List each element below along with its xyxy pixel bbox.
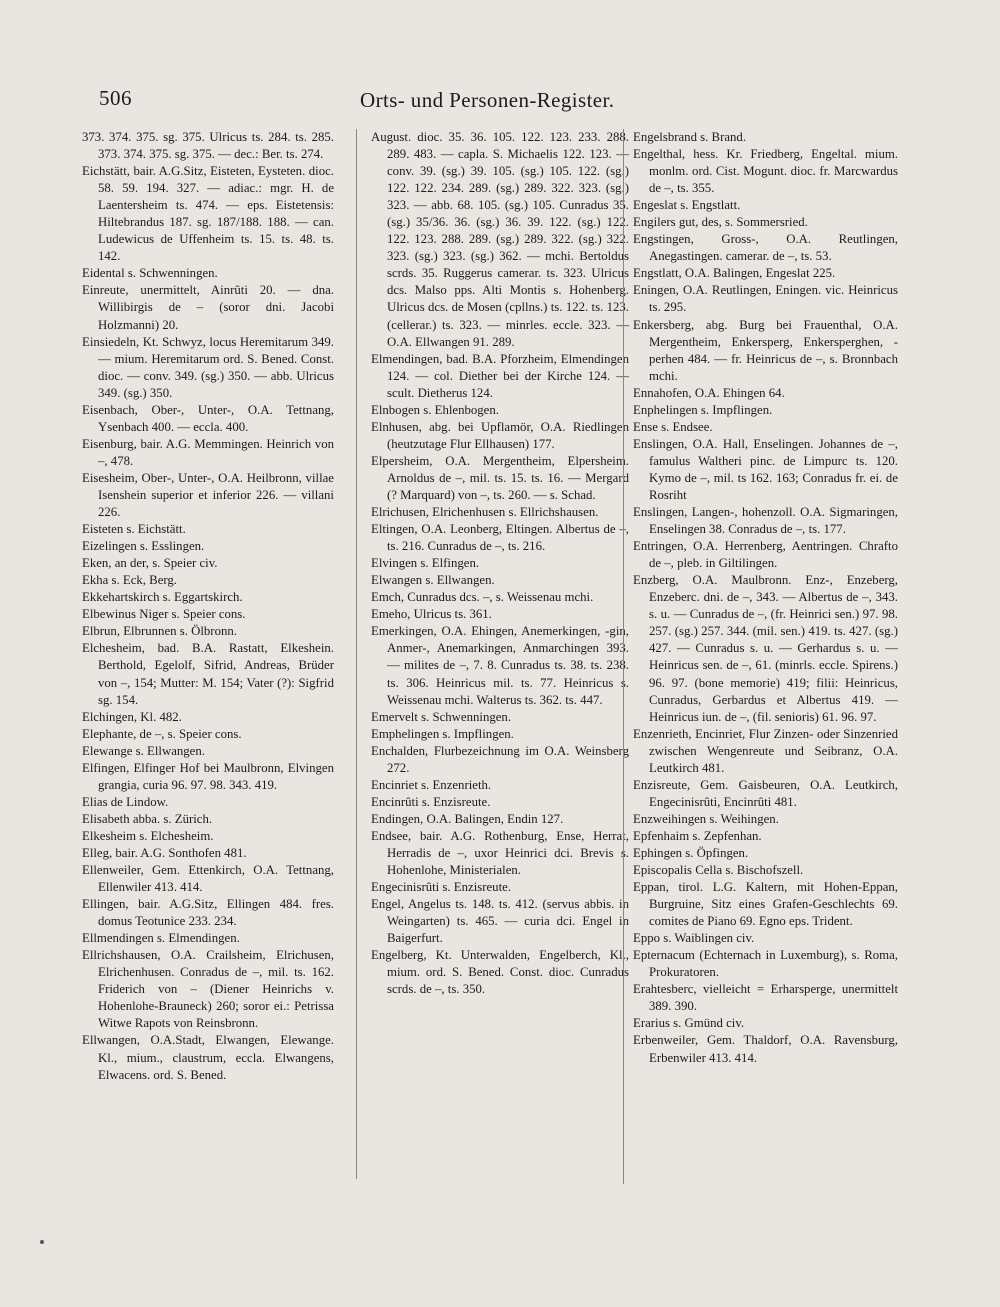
margin-speck [40, 1240, 44, 1244]
register-entry: Erahtesberc, vielleicht = Erharsperge, unermittelt 389. 390. [633, 982, 898, 1014]
register-entry: Erarius s. Gmünd civ. [633, 1016, 745, 1031]
register-entry: Elleg, bair. A.G. Sonthofen 481. [82, 845, 247, 860]
register-entry: Eizelingen s. Esslingen. [82, 539, 205, 554]
register-entry: Engecinisrûti s. Enzisreute. [371, 880, 512, 895]
register-entry: Enzisreute, Gem. Gaisbeuren, O.A. Leutkirch, Engecinisrûti, Encinrûti 481. [633, 777, 898, 809]
register-entry: Enchalden, Flurbezeichnung im O.A. Weinsberg 272. [371, 743, 629, 775]
register-entry: Engstlatt, O.A. Balingen, Engeslat 225. [633, 266, 836, 281]
register-entry: Elwangen s. Ellwangen. [371, 573, 495, 588]
register-entry: Ellwangen, O.A.Stadt, Elwangen, Elewange. Kl., mium., claustrum, eccla. Elwangens, Elwacens. ord. S. Bened. [82, 1033, 334, 1082]
register-entry: Enzberg, O.A. Maulbronn. Enz-, Enzeberg, Enzeberc. dni. de –, 343. — Albertus de –, 343. s. u. — Cunradus de –, (fr. Heinrici sen.) 97. 98. 257. (sg.) 257. 344. (mil. sen.) 419. ts. 427. (sg.) 427. — Cunradus s. u. — Gerhardus s. u. — Heinricus sen. de –, 61. (minrls. eccle. Spirens.) 96. 97. (bone memorie) 419; filii: Heinricus, Cunradus, Gerbardus et Albertus 419. — Heinricus iun. de –, (fil. senioris) 61. 96. 97. [633, 573, 898, 724]
register-entry: Epternacum (Echternach in Luxemburg), s. Roma, Prokuratoren. [633, 948, 898, 980]
register-entry: Elrichusen, Elrichenhusen s. Ellrichshausen. [371, 505, 599, 520]
register-entry: Elias de Lindow. [82, 794, 169, 809]
register-entry: Eningen, O.A. Reutlingen, Eningen. vic. Heinricus ts. 295. [633, 283, 898, 315]
register-entry: Ephingen s. Öpfingen. [633, 845, 749, 860]
register-entry: Elephante, de –, s. Speier cons. [82, 726, 242, 741]
register-entry: Eisteten s. Eichstätt. [82, 522, 186, 537]
register-entry: Eisenburg, bair. A.G. Memmingen. Heinrich von –, 478. [82, 436, 334, 468]
register-entry: Eltingen, O.A. Leonberg, Eltingen. Albertus de –, ts. 216. Cunradus de –, ts. 216. [371, 522, 629, 554]
register-entry: Ense s. Endsee. [633, 419, 713, 434]
register-entry: Elpersheim, O.A. Mergentheim, Elpersheim. Arnoldus de –, mil. ts. 15. ts. 16. — Mergard (? Marquard) von –, ts. 260. — s. Schad. [371, 453, 629, 502]
register-entry: Eisesheim, Ober-, Unter-, O.A. Heilbronn, villae Isenshein superior et inferior 226. — villani 226. [82, 470, 334, 520]
register-entry: Eidental s. Schwenningen. [82, 266, 218, 281]
register-entry: Enphelingen s. Impflingen. [633, 402, 773, 417]
register-entry: Ellingen, bair. A.G.Sitz, Ellingen 484. fres. domus Teotunice 233. 234. [82, 897, 334, 929]
register-entry: Elewange s. Ellwangen. [82, 743, 205, 758]
register-entry: Enslingen, Langen-, hohenzoll. O.A. Sigmaringen, Enselingen 38. Conradus de –, ts. 177. [633, 505, 898, 537]
register-entry: Elbrun, Elbrunnen s. Ölbronn. [82, 624, 237, 639]
register-entry: Ekha s. Eck, Berg. [82, 573, 178, 588]
register-entry: Endsee, bair. A.G. Rothenburg, Ense, Herrat, Herradis de –, uxor Heinrici dci. Brevis s. Hohenlohe, Ministerialen. [371, 828, 629, 878]
column-middle [356, 129, 629, 1179]
running-title: Orts- und Personen-Register. [360, 88, 615, 112]
register-entry: Episcopalis Cella s. Bischofszell. [633, 863, 804, 878]
register-entry: 373. 374. 375. sg. 375. Ulricus ts. 284. ts. 285. 373. 374. 375. sg. 375. — dec.: Ber. ts. 274. [82, 130, 334, 162]
register-entry: Eisenbach, Ober-, Unter-, O.A. Tettnang, Ysenbach 400. — eccla. 400. [82, 402, 334, 434]
register-entry: Ennahofen, O.A. Ehingen 64. [633, 385, 785, 400]
register-entry: Ellrichshausen, O.A. Crailsheim, Elrichusen, Elrichenhusen. Conradus de –, mil. ts. 162. Friderich von – (Diener Heinrichs v. Hohenlohe-Brauneck) 260; soror ei.: Petrissa Witwe Rapots von Reinsbronn. [82, 948, 334, 1031]
register-entry: Engeslat s. Engstlatt. [633, 198, 741, 213]
register-entry: Ekkehartskirch s. Eggartskirch. [82, 590, 243, 605]
register-entry: Elchesheim, bad. B.A. Rastatt, Elkeshein. Berthold, Egelolf, Sifrid, Andreas, Brüder von –, 154; Mutter: M. 154; Vater (?): Sigfrid sg. 154. [82, 641, 334, 707]
register-entry: Eken, an der, s. Speier civ. [82, 556, 218, 571]
register-entry: Elvingen s. Elfingen. [371, 556, 480, 571]
register-entry: Emch, Cunradus dcs. –, s. Weissenau mchi. [371, 590, 594, 605]
register-entry: August. dioc. 35. 36. 105. 122. 123. 233. 288. 289. 483. — capla. S. Michaelis 122. 123. — conv. 39. (sg.) 39. 105. (sg.) 105. 122. (sg.) 122. 122. 234. 289. (sg.) 289. 322. 323. (sg.) 323. — abb. 68. 105. (sg.) 105. Cunradus 35. (sg.) 35/36. 36. (sg.) 36. 39. 122. (sg.) 122. 122. 123. 288. 289. (sg.) 289. 322. (sg.) 322. 323. (sg.) 323. (sg.) 362. — mchi. Bertoldus scrds. 35. Ruggerus camerar. ts. 323. Ulricus dcs. Malso pps. Alti Montis s. Hohenberg. Ulricus dcs. de Mosen (cpllns.) ts. 122. ts. 123. (cellerar.) ts. 323. — minrles. eccle. 323. — O.A. Ellwangen 91. 289. [371, 130, 629, 349]
register-entry: Emeho, Ulricus ts. 361. [371, 607, 492, 622]
register-entry: Engelsbrand s. Brand. [633, 130, 747, 144]
register-entry: Elchingen, Kl. 482. [82, 709, 182, 724]
register-entry: Emervelt s. Schwenningen. [371, 709, 512, 724]
register-entry: Elfingen, Elfinger Hof bei Maulbronn, Elvingen grangia, curia 96. 97. 98. 343. 419. [82, 760, 334, 792]
register-entry: Elbewinus Niger s. Speier cons. [82, 607, 246, 622]
register-entry: Engelthal, hess. Kr. Friedberg, Engeltal. mium. monlm. ord. Cist. Mogunt. dioc. fr. Marcwardus de –, ts. 355. [633, 147, 898, 196]
register-entry: Epfenhaim s. Zepfenhan. [633, 828, 762, 843]
register-entry: Encinriet s. Enzenrieth. [371, 777, 492, 792]
register-entry: Engelberg, Kt. Unterwalden, Engelberch, Kl., mium. ord. S. Bened. Const. dioc. Cunradus scrds. de –, ts. 350. [371, 948, 629, 997]
register-entry: Eichstätt, bair. A.G.Sitz, Eisteten, Eysteten. dioc. 58. 59. 194. 327. — adiac.: mgr. H. de Laentersheim ts. 474. — eps. Eistetensis: Hiltebrandus 187. sg. 187/188. 188. — can. Ludewicus de Uffenheim ts. 15. ts. 48. ts. 142. [82, 164, 334, 264]
register-entry: Elnbogen s. Ehlenbogen. [371, 402, 499, 417]
register-entry: Entringen, O.A. Herrenberg, Aentringen. Chrafto de –, pleb. in Giltilingen. [633, 539, 898, 571]
register-entry: Eppan, tirol. L.G. Kaltern, mit Hohen-Eppan, Burgruine, Sitz eines Grafen-Geschlechts 69. comites de Piano 69. Egno eps. Trident. [633, 880, 898, 929]
register-entry: Ellmendingen s. Elmendingen. [82, 931, 240, 946]
register-entry: Elnhusen, abg. bei Upflamör, O.A. Riedlingen (heutzutage Flur Ellhausen) 177. [371, 419, 629, 451]
register-entry: Emphelingen s. Impflingen. [371, 726, 514, 741]
page-number: 506 [99, 86, 132, 110]
column-left [82, 129, 334, 1084]
register-entry: Endingen, O.A. Balingen, Endin 127. [371, 811, 564, 826]
register-entry: Elkesheim s. Elchesheim. [82, 828, 214, 843]
register-entry: Elisabeth abba. s. Zürich. [82, 811, 213, 826]
register-entry: Enslingen, O.A. Hall, Enselingen. Johannes de –, famulus Waltheri pinc. de Limpurc ts. 120. Kymo de –, mil. ts 162. 163; Conradus fr. ei. de Rosriht [633, 436, 898, 502]
register-entry: Enkersberg, abg. Burg bei Frauenthal, O.A. Mergentheim, Enkersperg, Enkersperghen, -perhen 484. — fr. Heinricus de –, s. Bronnbach mchi. [633, 317, 898, 383]
register-entry: Engel, Angelus ts. 148. ts. 412. (servus abbis. in Weingarten) ts. 465. — curia dci. Engel in Baigerfurt. [371, 897, 629, 946]
register-entry: Erbenweiler, Gem. Thaldorf, O.A. Ravensburg, Erbenwiler 413. 414. [633, 1033, 898, 1065]
register-entry: Engstingen, Gross-, O.A. Reutlingen, Anegastingen. camerar. de –, ts. 53. [633, 232, 898, 264]
register-entry: Einsiedeln, Kt. Schwyz, locus Heremitarum 349. — mium. Heremitarum ord. S. Bened. Const. dioc. — conv. 349. (sg.) 350. — abb. Ulricus 349. (sg.) 350. [82, 334, 334, 400]
register-entry: Ellenweiler, Gem. Ettenkirch, O.A. Tettnang, Ellenwiler 413. 414. [82, 863, 334, 895]
register-entry: Encinrûti s. Enzisreute. [371, 794, 491, 809]
register-entry: Engilers gut, des, s. Sommersried. [633, 215, 808, 230]
column-right [623, 129, 898, 1184]
register-entry: Elmendingen, bad. B.A. Pforzheim, Elmendingen 124. — col. Diether bei der Kirche 124. — scult. Dietherus 124. [371, 351, 629, 400]
register-entry: Emerkingen, O.A. Ehingen, Anemerkingen, -gin, Anmer-, Anemarkingen, Anmarchingen 393. — milites de –, 7. 8. Cunradus ts. 38. ts. 238. ts. 306. Heinricus mil. ts. 77. Heinricus s. Weissenau mchi. Walterus ts. 362. ts. 447. [371, 624, 629, 707]
register-entry: Eppo s. Waiblingen civ. [633, 931, 755, 946]
register-entry: Einreute, unermittelt, Ainrûti 20. — dna. Willibirgis de – (soror dni. Jacobi Holzmanni) 20. [82, 283, 334, 332]
register-entry: Enzweihingen s. Weihingen. [633, 811, 779, 826]
register-entry: Enzenrieth, Encinriet, Flur Zinzen- oder Sinzenried zwischen Wengenreute und Seibranz, O.A. Leutkirch 481. [633, 726, 898, 775]
